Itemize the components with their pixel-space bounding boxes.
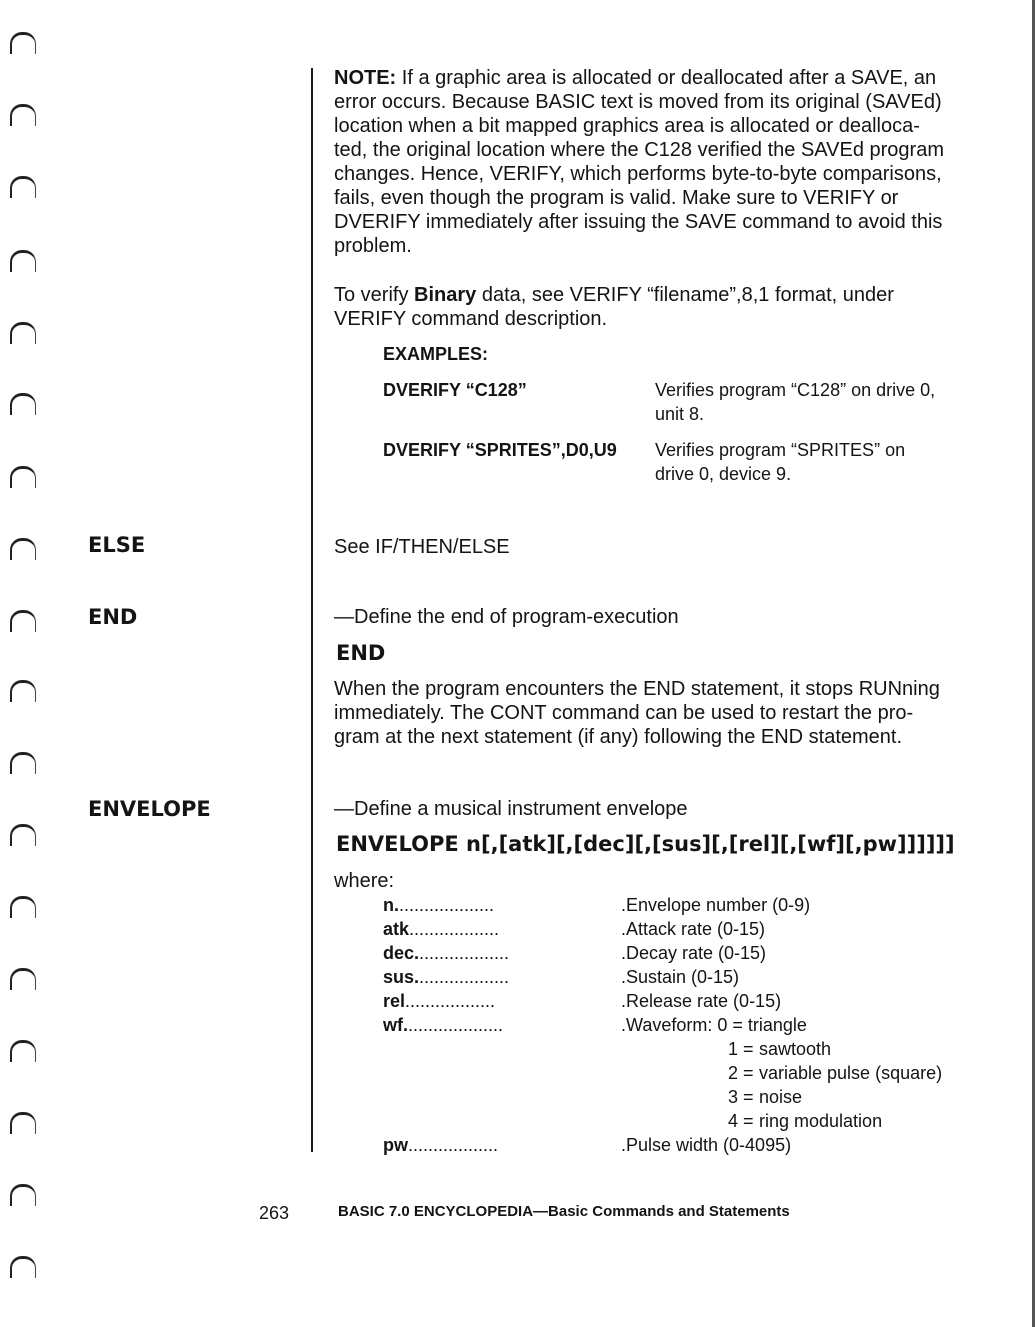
binary-line: VERIFY command description. (334, 308, 608, 330)
param-dots: .................. (419, 943, 510, 963)
example-command: DVERIFY “SPRITES”,D0,U9 (383, 440, 617, 460)
binder-hole-icon (10, 104, 36, 126)
binary-prefix: To verify (334, 284, 415, 306)
waveform-row (383, 1109, 883, 1133)
waveform-number: 3 (727, 1087, 738, 1107)
example-description (655, 438, 985, 486)
waveform-label: noise (759, 1087, 803, 1107)
param-desc: .Envelope number (0-9) (621, 895, 811, 915)
param-row (383, 941, 767, 965)
waveform-label: sawtooth (759, 1039, 832, 1059)
keyword-else: ELSE (88, 533, 146, 557)
param-dots: .................. (409, 919, 500, 939)
param-dots: ................... (399, 895, 495, 915)
param-desc: .Decay rate (0-15) (621, 943, 767, 963)
param-name: sus. (383, 967, 420, 987)
waveform-number: 2 (727, 1063, 738, 1083)
note-line: location when a bit mapped graphics area is allocated or dealloca- (334, 115, 920, 137)
note-line: fails, even though the program is valid. Make sure to VERIFY or (334, 187, 899, 209)
param-name: n. (383, 895, 399, 915)
where-label: where: (334, 870, 395, 892)
binder-hole-icon (10, 538, 36, 560)
binary-bold: Binary (414, 284, 477, 306)
binder-hole-icon (10, 896, 36, 918)
binary-suffix: data, see VERIFY “filename”,8,1 format, under (476, 284, 894, 306)
param-row (383, 1133, 792, 1157)
binder-hole-icon (10, 32, 36, 54)
end-line: gram at the next statement (if any) following the END statement. (334, 726, 903, 748)
waveform-equals: = (743, 1087, 754, 1107)
param-name: wf. (383, 1015, 408, 1035)
note-line: If a graphic area is allocated or deallocated after a SAVE, an (396, 67, 937, 89)
waveform-row (383, 1085, 803, 1109)
binder-hole-icon (10, 176, 36, 198)
binder-hole-icon (10, 610, 36, 632)
waveform-equals: = (743, 1039, 754, 1059)
waveform-row (383, 1037, 832, 1061)
binder-hole-icon (10, 680, 36, 702)
param-dots: ................... (408, 1015, 504, 1035)
waveform-equals: = (743, 1063, 754, 1083)
binder-hole-icon (10, 250, 36, 272)
keyword-end: END (88, 605, 138, 629)
binder-hole-icon (10, 752, 36, 774)
param-name: rel (383, 991, 406, 1011)
waveform-number: 1 (727, 1039, 738, 1059)
keyword-envelope: ENVELOPE (88, 797, 211, 821)
binary-paragraph (334, 283, 984, 331)
param-dots: .................. (419, 967, 510, 987)
param-row (383, 893, 811, 917)
binder-hole-icon (10, 466, 36, 488)
binder-hole-icon (10, 824, 36, 846)
parameter-list (383, 893, 943, 1157)
binder-hole-icon (10, 1184, 36, 1206)
param-row (383, 965, 740, 989)
param-desc: .Pulse width (0-4095) (621, 1135, 792, 1155)
binder-hole-icon (10, 393, 36, 415)
param-row (383, 917, 766, 941)
binder-hole-icon (10, 1256, 36, 1278)
end-format: END (336, 641, 386, 665)
binder-hole-icon (10, 1112, 36, 1134)
note-line: ted, the original location where the C128 verified the SAVEd program (334, 139, 944, 161)
param-name: pw (383, 1135, 408, 1155)
example-description (655, 378, 985, 426)
end-paragraph (334, 677, 984, 749)
example-command: DVERIFY “C128” (383, 380, 527, 400)
waveform-number: 4 (727, 1111, 738, 1131)
column-divider (311, 68, 313, 1152)
note-line: problem. (334, 235, 412, 257)
example-desc-line: unit 8. (655, 404, 705, 424)
param-desc: .Release rate (0-15) (621, 991, 782, 1011)
param-desc: .Sustain (0-15) (621, 967, 740, 987)
example-desc-line: Verifies program “C128” on drive 0, (655, 380, 936, 400)
example-desc-line: drive 0, device 9. (655, 464, 792, 484)
param-dots: .................. (405, 991, 496, 1011)
page-number: 263 (259, 1203, 290, 1223)
end-definition: —Define the end of program-execution (334, 606, 679, 628)
end-line: immediately. The CONT command can be used to restart the pro- (334, 702, 914, 724)
param-row (383, 1013, 807, 1037)
note-line: error occurs. Because BASIC text is moved from its original (SAVEd) (334, 91, 942, 113)
waveform-label: ring modulation (759, 1111, 883, 1131)
envelope-format: ENVELOPE n[,[atk][,[dec][,[sus][,[rel][,[wf][,pw]]]]]] (336, 832, 955, 856)
examples-heading: EXAMPLES: (383, 344, 489, 364)
binder-hole-icon (10, 1040, 36, 1062)
param-desc: .Attack rate (0-15) (621, 919, 766, 939)
binder-hole-icon (10, 968, 36, 990)
param-desc: .Waveform: 0 = triangle (621, 1015, 807, 1035)
note-line: changes. Hence, VERIFY, which performs byte-to-byte comparisons, (334, 163, 942, 185)
waveform-label: variable pulse (square) (759, 1063, 943, 1083)
example-desc-line: Verifies program “SPRITES” on (655, 440, 906, 460)
param-name: atk (383, 919, 410, 939)
end-line: When the program encounters the END statement, it stops RUNning (334, 678, 940, 700)
note-paragraph (334, 66, 984, 258)
envelope-definition: —Define a musical instrument envelope (334, 798, 688, 820)
note-line: DVERIFY immediately after issuing the SAVE command to avoid this (334, 211, 943, 233)
param-dots: .................. (408, 1135, 499, 1155)
note-label: NOTE: (334, 67, 397, 89)
binder-hole-icon (10, 322, 36, 344)
waveform-equals: = (743, 1111, 754, 1131)
param-row (383, 989, 782, 1013)
else-text: See IF/THEN/ELSE (334, 536, 510, 558)
footer-title: BASIC 7.0 ENCYCLOPEDIA—Basic Commands and Statements (338, 1203, 790, 1220)
param-name: dec. (383, 943, 420, 963)
waveform-row (383, 1061, 943, 1085)
